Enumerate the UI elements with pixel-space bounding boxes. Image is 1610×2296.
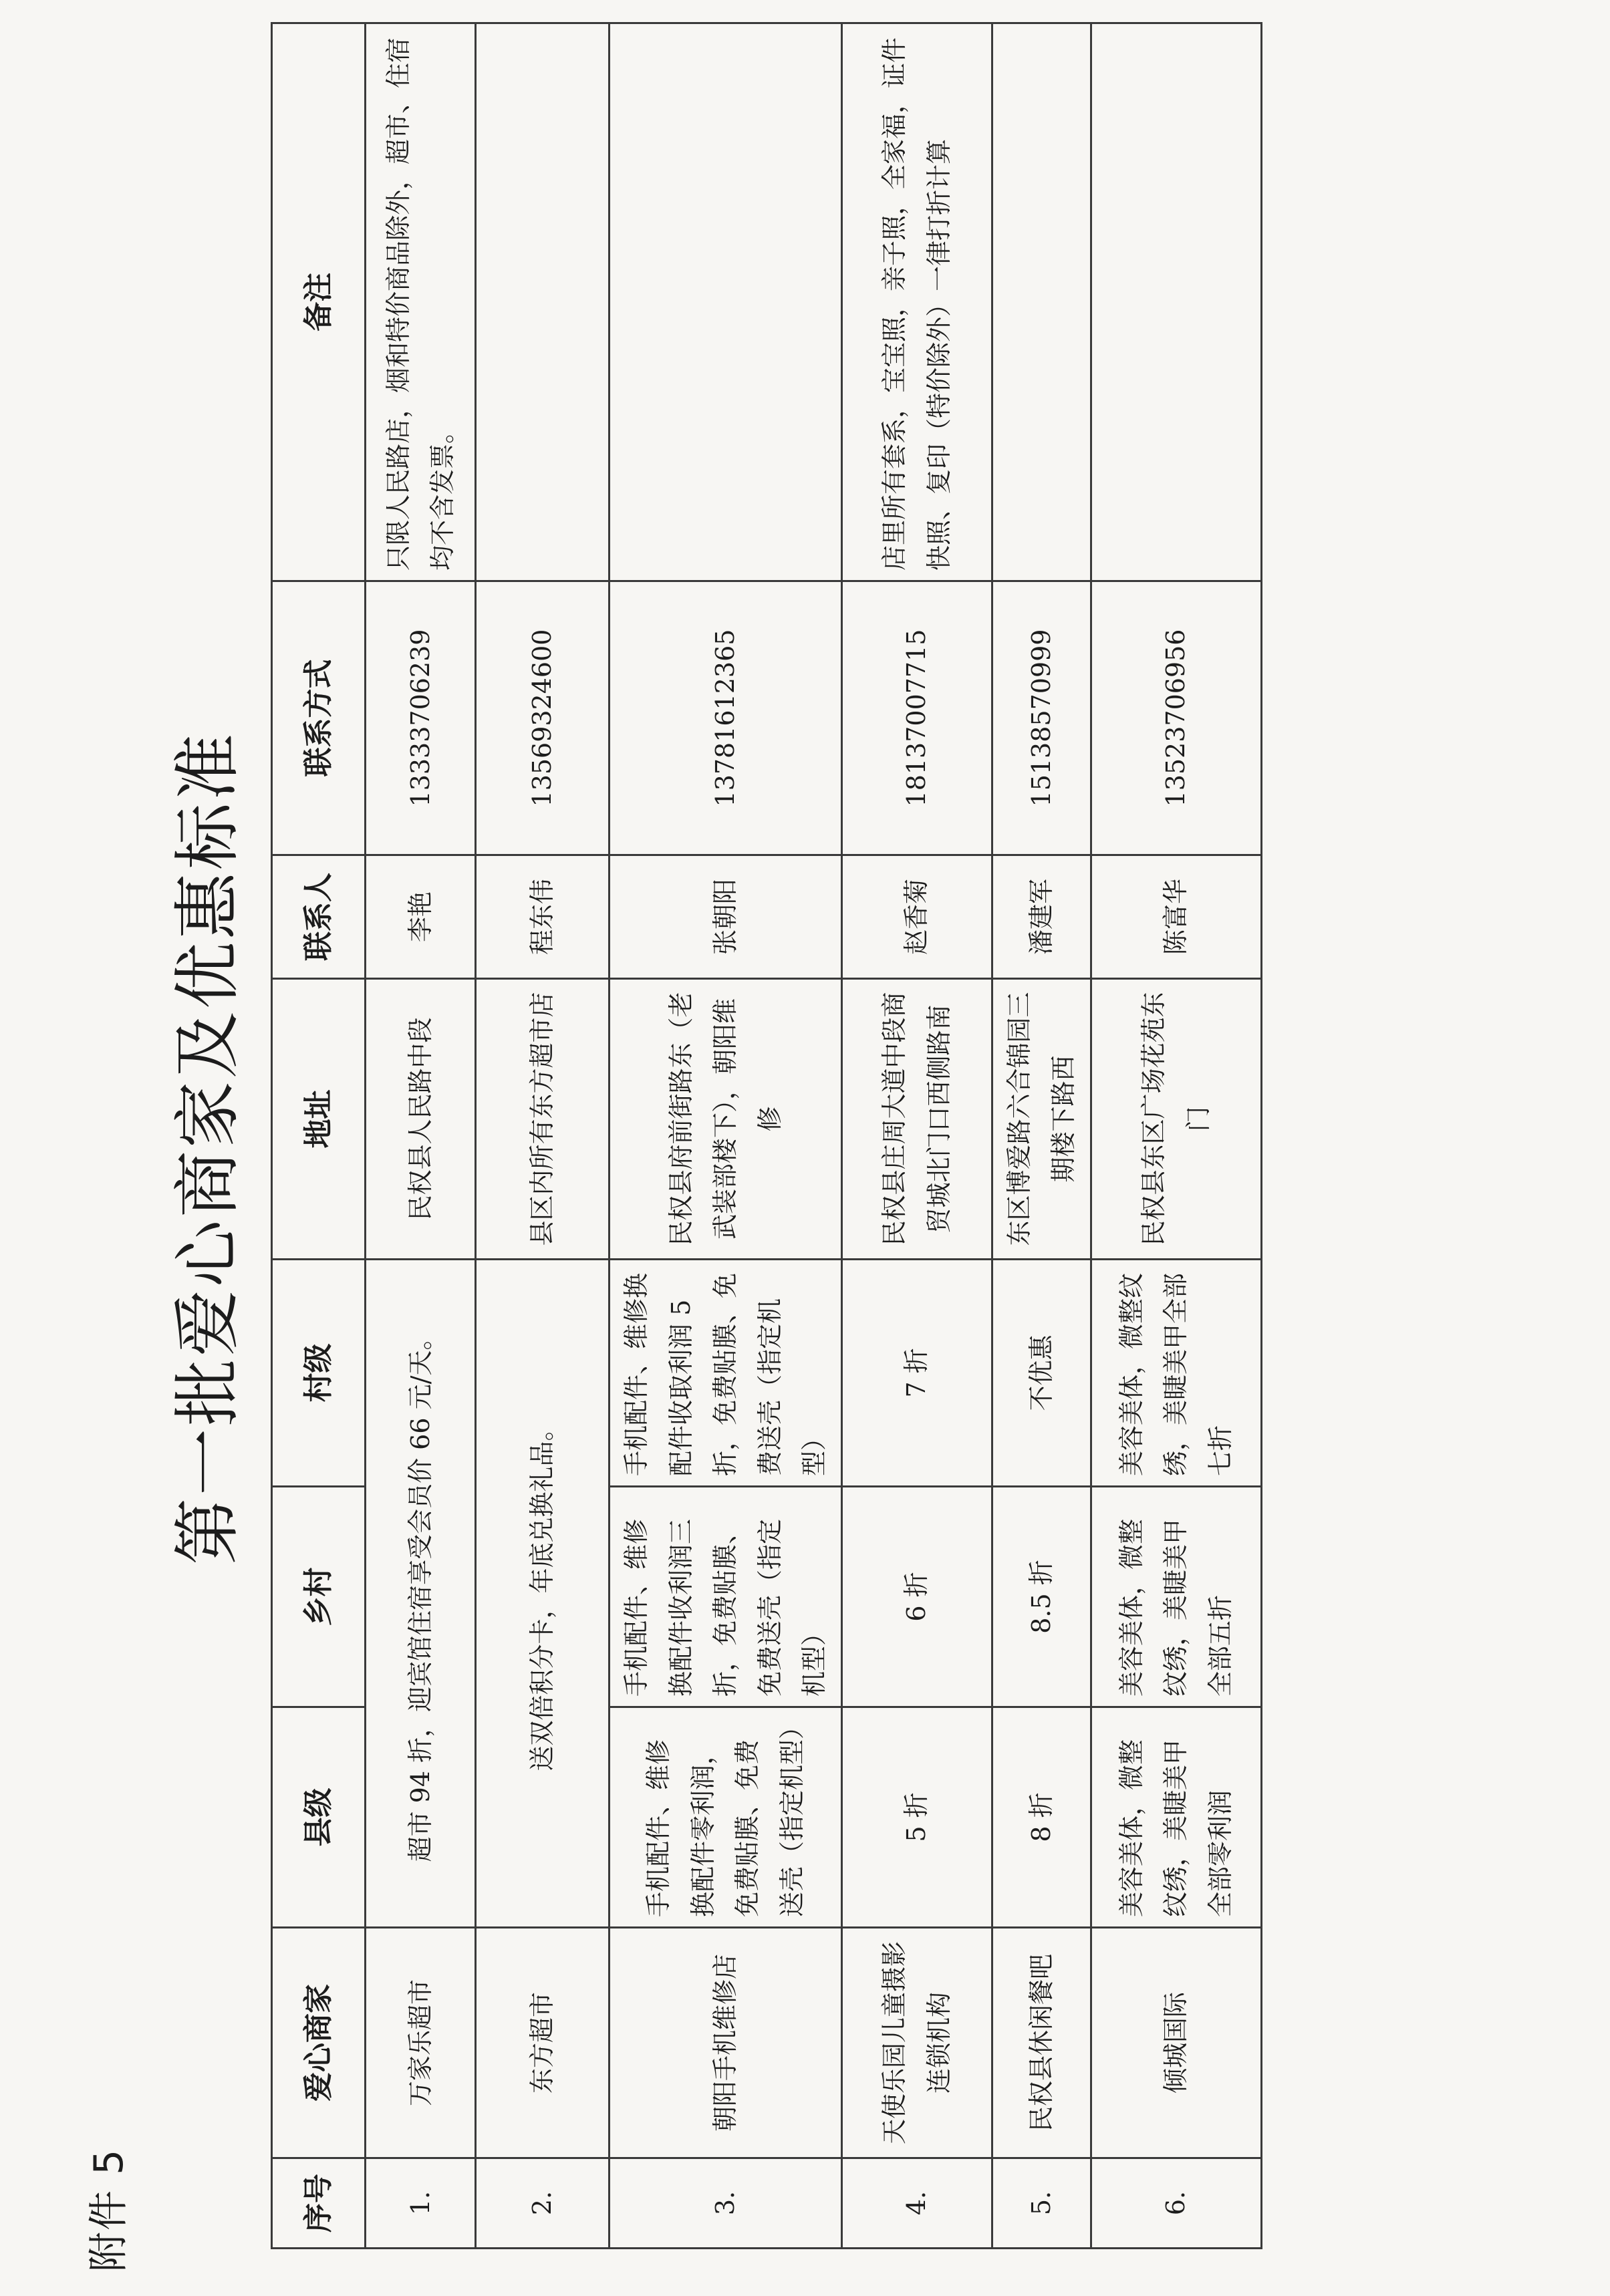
cell-county: 手机配件、维修换配件零利润，免费贴膜、免费送壳（指定机型） [610,1707,842,1928]
merchant-table [271,22,1262,2249]
cell-phone: 18137007715 [841,581,992,855]
cell-county: 5 折 [841,1707,992,1928]
header-phone: 联系方式 [272,581,366,855]
cell-township: 8.5 折 [992,1487,1091,1707]
cell-village: 不优惠 [992,1260,1091,1487]
cell-township: 手机配件、维修换配件收利润三折，免费贴膜、免费送壳（指定机型） [610,1487,842,1707]
cell-phone: 13781612365 [610,581,842,855]
cell-address: 民权县人民路中段 [366,979,476,1260]
table-row [366,23,476,2249]
table-row [992,23,1091,2249]
cell-contact: 赵香菊 [841,855,992,979]
cell-address: 民权县东区广场花苑东门 [1091,979,1261,1260]
header-remark: 备注 [272,23,366,581]
cell-address: 民权县府前街路东（老武装部楼下），朝阳维修 [610,979,842,1260]
cell-merchant: 东方超市 [476,1928,610,2158]
cell-county: 8 折 [992,1707,1091,1928]
cell-phone: 15138570999 [992,581,1091,855]
cell-county: 美容美体，微整纹绣，美睫美甲全部零利润 [1091,1707,1261,1928]
cell-merchant: 万家乐超市 [366,1928,476,2158]
page-title: 第一批爱心商家及优惠标准 [168,731,247,1565]
cell-no: 3. [610,2158,842,2249]
cell-address: 东区博爱路六合锦园三期楼下路西 [992,979,1091,1260]
cell-address: 民权县庄周大道中段商贸城北门口西侧路南 [841,979,992,1260]
header-township: 乡村 [272,1487,366,1707]
cell-merchant: 倾城国际 [1091,1928,1261,2158]
header-contact: 联系人 [272,855,366,979]
cell-no: 1. [366,2158,476,2249]
cell-merchant: 民权县休闲餐吧 [992,1928,1091,2158]
cell-merchant: 朝阳手机维修店 [610,1928,842,2158]
table-row [610,23,842,2249]
cell-merged-discount: 超市 94 折，迎宾馆住宿享受会员价 66 元/天。 [366,1260,476,1928]
cell-no: 2. [476,2158,610,2249]
cell-contact: 程东伟 [476,855,610,979]
cell-phone: 13523706956 [1091,581,1261,855]
header-address: 地址 [272,979,366,1260]
cell-remark: 店里所有套系，宝宝照，亲子照，全家福，证件快照、复印（特价除外）一律打折计算 [841,23,992,581]
cell-address: 县区内所有东方超市店 [476,979,610,1260]
cell-contact: 潘建军 [992,855,1091,979]
cell-contact: 张朝阳 [610,855,842,979]
cell-village: 7 折 [841,1260,992,1487]
cell-merged-discount: 送双倍积分卡，年底兑换礼品。 [476,1260,610,1928]
header-no: 序号 [272,2158,366,2249]
cell-remark: 只限人民路店，烟和特价商品除外，超市、住宿均不含发票。 [366,23,476,581]
cell-merchant: 天使乐园儿童摄影连锁机构 [841,1928,992,2158]
cell-remark [476,23,610,581]
header-county: 县级 [272,1707,366,1928]
cell-township: 6 折 [841,1487,992,1707]
cell-no: 6. [1091,2158,1261,2249]
attachment-label: 附件 5 [86,2148,132,2272]
cell-remark [1091,23,1261,581]
cell-remark [610,23,842,581]
cell-contact: 陈富华 [1091,855,1261,979]
cell-remark [992,23,1091,581]
cell-phone: 13333706239 [366,581,476,855]
table-row [476,23,610,2249]
header-row [272,23,366,2249]
cell-village: 手机配件、维修换配件收取利润 5 折，免费贴膜、免费送壳（指定机型） [610,1260,842,1487]
cell-contact: 李艳 [366,855,476,979]
cell-township: 美容美体，微整纹绣，美睫美甲全部五折 [1091,1487,1261,1707]
table-row [841,23,992,2249]
cell-no: 4. [841,2158,992,2249]
table-row [1091,23,1261,2249]
cell-village: 美容美体，微整纹绣，美睫美甲全部七折 [1091,1260,1261,1487]
cell-phone: 13569324600 [476,581,610,855]
cell-no: 5. [992,2158,1091,2249]
header-merchant: 爱心商家 [272,1928,366,2158]
header-village: 村级 [272,1260,366,1487]
